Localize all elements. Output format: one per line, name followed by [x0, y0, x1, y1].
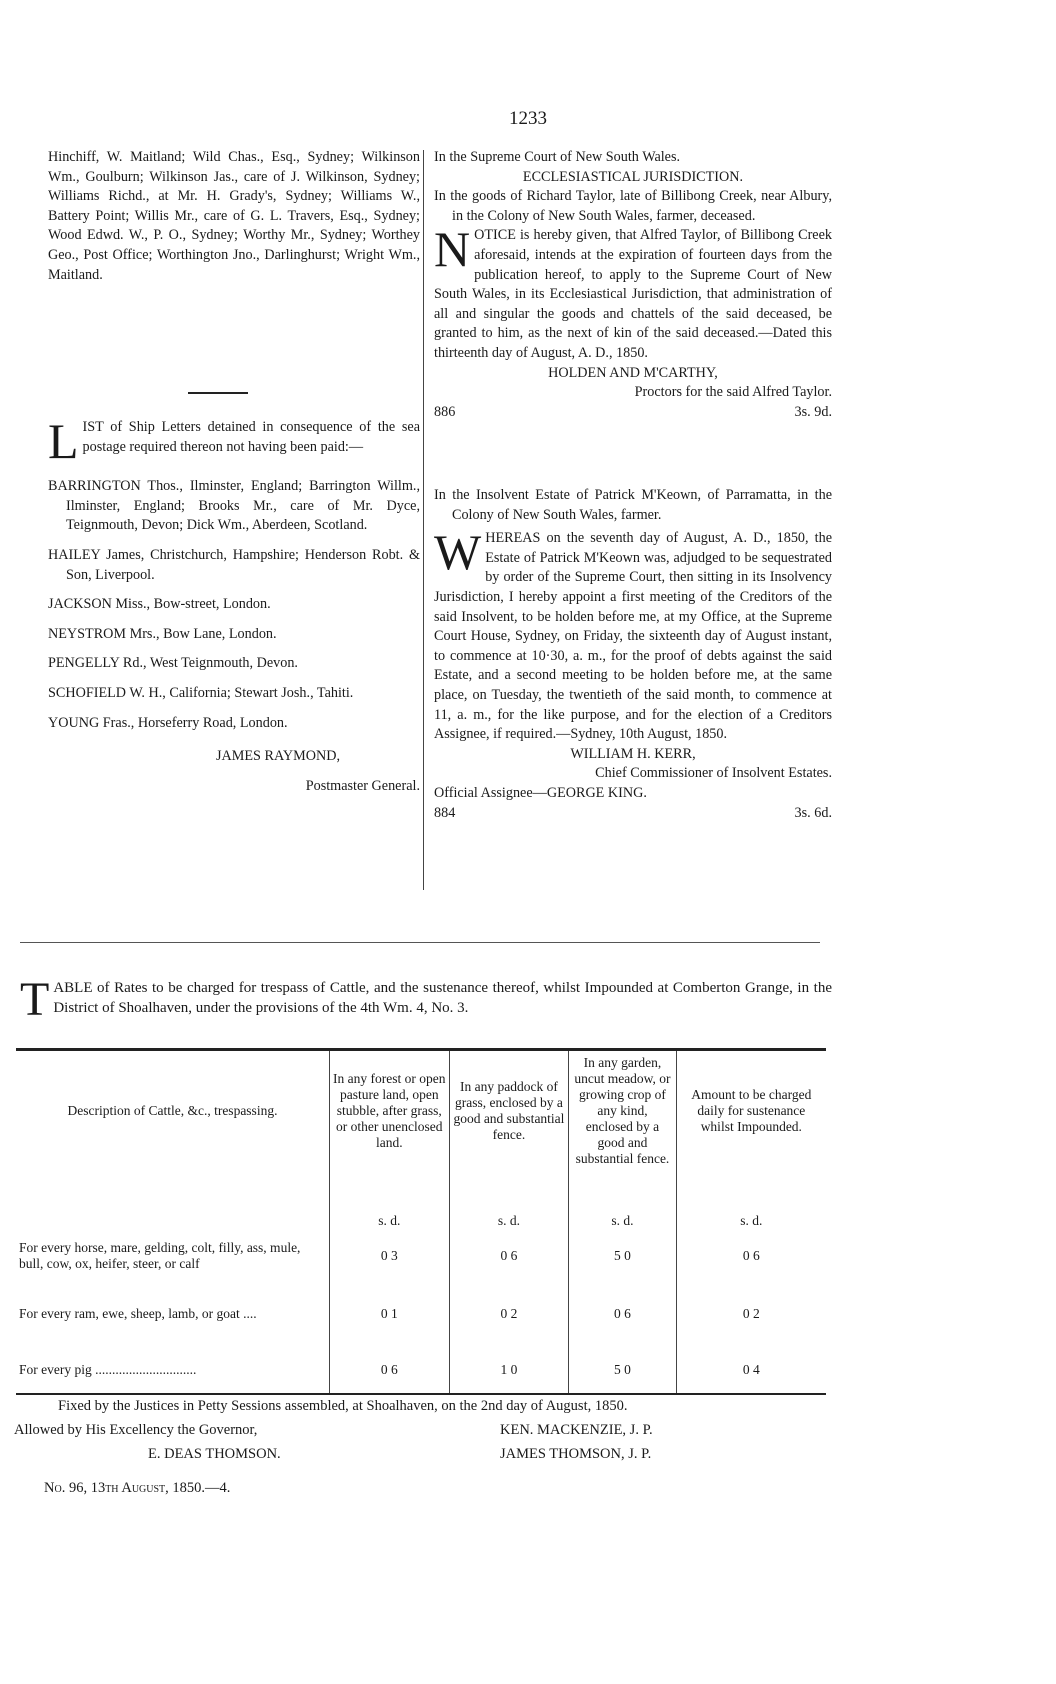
list-entry: PENGELLY Rd., West Teignmouth, Devon.	[48, 655, 298, 672]
column-rule	[423, 150, 424, 890]
commissioner-title: Chief Commissioner of Insolvent Estates.	[595, 765, 832, 782]
list-entry: BARRINGTON Thos., Ilminster, England; Barrington Willm., Ilminster, England; Brooks Mr., care of Mr. Dyce, Teignmouth, Devon; Dick Wm., Aberdeen, Scotland.	[48, 478, 420, 534]
notice-footer	[434, 403, 832, 423]
rate-cell: 0 6	[569, 1281, 676, 1347]
proctors-for: Proctors for the said Alfred Taylor.	[634, 384, 832, 401]
rate-cell: 1 0	[449, 1347, 569, 1394]
issue-line: No. 96, 13th August, 1850.—4.	[44, 1480, 231, 1496]
drop-cap: L	[48, 413, 79, 469]
official-assignee: Official Assignee—GEORGE KING.	[434, 784, 647, 801]
table-header-row	[16, 1050, 826, 1172]
notice-footer	[434, 804, 832, 824]
rate-cell: 0 6	[449, 1231, 569, 1281]
ship-letters-list	[48, 413, 420, 796]
unit-label: s. d.	[676, 1171, 826, 1231]
page-number: 1233	[509, 108, 547, 129]
rate-cell: 0 3	[329, 1231, 449, 1281]
whereas-body	[434, 524, 832, 745]
notice-price: 3s. 9d.	[794, 403, 832, 420]
drop-cap: W	[434, 524, 482, 581]
justice-signature: JAMES THOMSON, J. P.	[500, 1446, 652, 1462]
list-entry: NEYSTROM Mrs., Bow Lane, London.	[48, 625, 277, 642]
notice-text: OTICE is hereby given, that Alfred Taylor, of Billibong Creek aforesaid, intends at the expiration of fourteen days from the publication hereof, to apply to the Supreme Court of New South Wales, in its Ecclesiastical Jurisdiction, that administration of all and singular the goods and chattels of the said deceased, be granted to him, as the next of kin of the said deceased.—Dated this thirteenth day of August, A. D., 1850.	[434, 227, 832, 361]
allowed-by-line: Allowed by His Excellency the Governor,	[14, 1422, 258, 1438]
notice-price: 3s. 6d.	[794, 804, 832, 821]
drop-cap: T	[20, 973, 50, 1026]
section-rule	[20, 942, 820, 943]
table-row	[16, 1231, 826, 1281]
header-sustenance: Amount to be charged daily for sustenance whilst Impounded.	[676, 1050, 826, 1172]
insolvency-notice	[434, 486, 832, 823]
notice-number: 886	[434, 403, 456, 420]
list-entry: HAILEY James, Christchurch, Hampshire; Henderson Robt. & Son, Liverpool.	[48, 546, 420, 583]
header-paddock: In any paddock of grass, enclosed by a good and substantial fence.	[449, 1050, 569, 1172]
continuation-text: Hinchiff, W. Maitland; Wild Chas., Esq., Sydney; Wilkinson Wm., Goulburn; Wilkinson Jas., care of J. Wilkinson, Sydney; Williams Richd., at Mr. H. Grady's, Sydney; Williams W., Battery Point; Willis Mr., care of G. L. Travers, Esq., Sydney; Wood Edwd. W., P. O., Sydney; Worthy Mr., Sydney; Worthey Geo., Post Office; Worthington Jno., Darlinghurst; Wright Wm., Maitland.	[48, 149, 420, 283]
row-description: For every pig ..............................	[16, 1347, 329, 1394]
jurisdiction-heading: ECCLESIASTICAL JURISDICTION.	[522, 168, 744, 185]
drop-cap: N	[434, 221, 471, 278]
header-garden: In any garden, uncut meadow, or growing crop of any kind, enclosed by a good and substantial fence.	[569, 1050, 676, 1172]
letters-list-continuation	[48, 148, 420, 285]
justice-signature: KEN. MACKENZIE, J. P.	[500, 1422, 653, 1438]
list-entry: SCHOFIELD W. H., California; Stewart Josh., Tahiti.	[48, 684, 354, 701]
table-title-text: ABLE of Rates to be charged for trespass of Cattle, and the sustenance thereof, whilst Impounded at Comberton Grange, in the District of Shoalhaven, under the provisions of the 4th Wm. 4, No. 3.	[53, 980, 832, 1016]
rate-cell: 0 6	[676, 1231, 826, 1281]
postmaster-name: JAMES RAYMOND,	[216, 748, 341, 765]
goods-of-heading: In the goods of Richard Taylor, late of Billibong Creek, near Albury, in the Colony of New South Wales, farmer, deceased.	[434, 188, 832, 224]
notice-body	[434, 221, 832, 363]
proctors-name: HOLDEN AND M'CARTHY,	[548, 364, 718, 381]
rate-cell: 0 2	[449, 1281, 569, 1347]
notice-number: 884	[434, 804, 456, 821]
table-title	[20, 973, 832, 1026]
ship-letters-intro	[48, 413, 420, 469]
unit-label: s. d.	[569, 1171, 676, 1231]
rate-cell: 0 4	[676, 1347, 826, 1394]
table-row	[16, 1281, 826, 1347]
colonial-secretary-signature: E. DEAS THOMSON.	[148, 1446, 281, 1462]
unit-label: s. d.	[449, 1171, 569, 1231]
table-row	[16, 1347, 826, 1394]
rate-cell: 5 0	[569, 1347, 676, 1394]
list-entry: YOUNG Fras., Horseferry Road, London.	[48, 714, 288, 731]
insolvent-heading: In the Insolvent Estate of Patrick M'Keown, of Parramatta, in the Colony of New South Wales, farmer.	[434, 487, 832, 523]
whereas-text: HEREAS on the seventh day of August, A. D., 1850, the Estate of Patrick M'Keown was, adjudged to be sequestrated by order of the Supreme Court, then sitting in its Insolvency Jurisdiction, I hereby appoint a first meeting of the Creditors of the said Insolvent, to be holden before me, at my Office, at the Supreme Court House, Sydney, on Friday, the sixteenth day of August instant, to commence at 10·30, a. m., for the proof of debts against the said Estate, and a second meeting to be holden before me, at the same place, on Tuesday, the twentieth of the said month, to commence at 11, a. m., for the like purpose, and for the election of a Creditors Assignee, if required.—Sydney, 10th August, 1850.	[434, 530, 832, 743]
postmaster-title: Postmaster General.	[305, 777, 420, 794]
fixed-by-line: Fixed by the Justices in Petty Sessions assembled, at Shoalhaven, on the 2nd day of August, 1850.	[58, 1398, 628, 1414]
court-name: In the Supreme Court of New South Wales.	[434, 149, 681, 165]
rate-cell: 0 6	[329, 1347, 449, 1394]
units-row	[16, 1171, 826, 1231]
header-unenclosed: In any forest or open pasture land, open stubble, after grass, or other unenclosed land.	[329, 1050, 449, 1172]
rate-cell: 5 0	[569, 1231, 676, 1281]
section-divider	[188, 392, 248, 394]
rates-table	[16, 1048, 826, 1395]
row-description: For every ram, ewe, sheep, lamb, or goat ....	[19, 1306, 257, 1321]
unit-label: s. d.	[329, 1171, 449, 1231]
rate-cell: 0 2	[676, 1281, 826, 1347]
commissioner-name: WILLIAM H. KERR,	[570, 745, 696, 762]
row-description: For every horse, mare, gelding, colt, filly, ass, mule, bull, cow, ox, heifer, steer, or calf	[19, 1240, 301, 1271]
rate-cell: 0 1	[329, 1281, 449, 1347]
list-entry: JACKSON Miss., Bow-street, London.	[48, 596, 271, 613]
header-description: Description of Cattle, &c., trespassing.	[67, 1103, 278, 1118]
probate-notice	[434, 148, 832, 422]
intro-text: IST of Ship Letters detained in consequence of the sea postage required thereon not having been paid:—	[82, 419, 420, 455]
